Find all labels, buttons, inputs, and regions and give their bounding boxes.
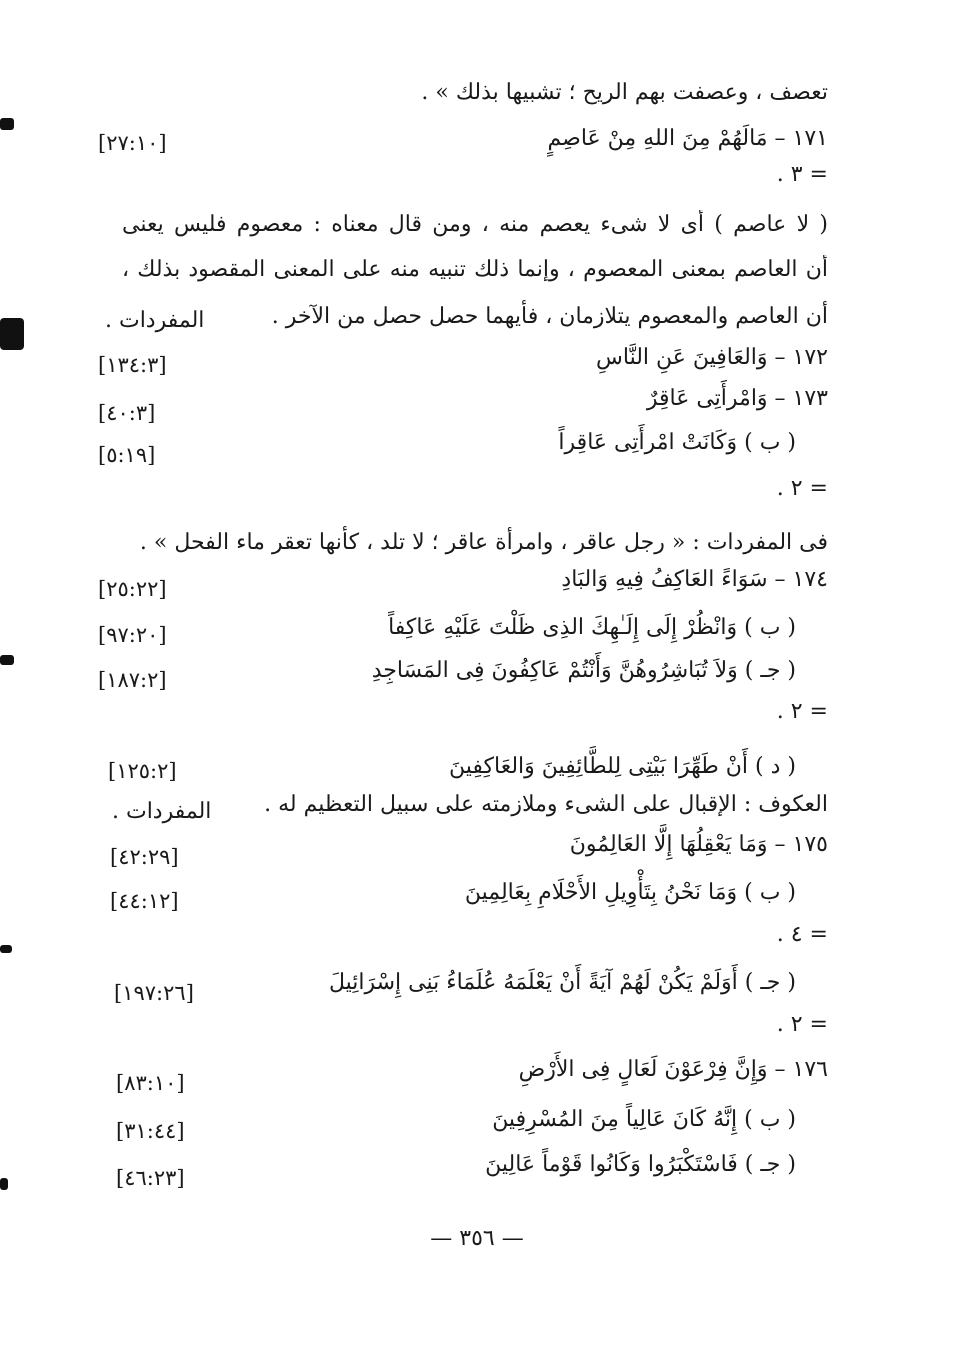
scan-mark bbox=[0, 1178, 8, 1190]
paragraph-line: أن العاصم بمعنى المعصوم ، وإنما ذلك تنبيه منه على المعنى المقصود بذلك ، bbox=[122, 257, 828, 282]
verse-reference: [٢٥:٢٢] bbox=[98, 577, 167, 601]
paragraph-line: العكوف : الإقبال على الشىء وملازمته على سبيل التعظيم له . bbox=[264, 792, 828, 817]
entry-175-b: ( ب ) وَمَا نَحْنُ بِتَأْوِيلِ الأَحْلَامِ بِعَالِمِينَ bbox=[464, 880, 796, 905]
verse-reference: [١٢٥:٢] bbox=[108, 759, 177, 783]
verse-reference: [١٣٤:٣] bbox=[98, 353, 167, 377]
verse-reference: [٣١:٤٤] bbox=[116, 1119, 185, 1143]
entry-176-c: ( جـ ) فَاسْتَكْبَرُوا وَكَانُوا قَوْماً عَالِينَ bbox=[485, 1152, 796, 1177]
verse-reference: [٩٧:٢٠] bbox=[98, 623, 167, 647]
verse-reference: [٥:١٩] bbox=[98, 443, 156, 467]
count-line: = ٣ . bbox=[776, 162, 828, 187]
verse-reference: [٤٦:٢٣] bbox=[116, 1166, 185, 1190]
count-line: = ٢ . bbox=[776, 699, 828, 724]
source-label: المفردات . bbox=[112, 799, 212, 824]
scan-mark bbox=[0, 945, 12, 953]
paragraph-line: أن العاصم والمعصوم يتلازمان ، فأيهما حصل حصل من الآخر . bbox=[271, 304, 828, 329]
entry-173-b: ( ب ) وَكَانَتْ امْرأَتِى عَاقِراً bbox=[558, 430, 796, 455]
paragraph-line: ( لا عاصم ) أى لا شىء يعصم منه ، ومن قال معناه : معصوم فليس يعنى bbox=[122, 212, 828, 237]
entry-173: ١٧٣ – وَامْرأَتِى عَاقِرٌ bbox=[646, 386, 828, 411]
verse-reference: [١٩٧:٢٦] bbox=[114, 981, 194, 1005]
verse-reference: [٤٢:٢٩] bbox=[110, 845, 179, 869]
entry-176-b: ( ب ) إِنَّهُ كَانَ عَالِياً مِنَ المُسْرِفِينَ bbox=[492, 1107, 796, 1132]
entry-172: ١٧٢ – وَالعَافِينَ عَنِ النَّاسِ bbox=[596, 345, 828, 370]
verse-reference: [٨٣:١٠] bbox=[116, 1071, 185, 1095]
verse-reference: [٤٠:٣] bbox=[98, 401, 156, 425]
source-label: المفردات . bbox=[105, 308, 205, 333]
scan-mark bbox=[0, 655, 14, 665]
scan-mark bbox=[0, 118, 14, 130]
entry-174: ١٧٤ – سَوَاءً العَاكِفُ فِيهِ وَالبَادِ bbox=[561, 567, 828, 592]
count-line: = ٢ . bbox=[776, 1012, 828, 1037]
page-number: — ٣٥٦ — bbox=[430, 1226, 524, 1251]
entry-175: ١٧٥ – وَمَا يَعْقِلُهَا إِلَّا العَالِمُونَ bbox=[569, 832, 828, 857]
entry-175-c: ( جـ ) أَوَلَمْ يَكُنْ لَهُمْ آيَةً أَنْ يَعْلَمَهُ عُلَمَاءُ بَنِى إِسْرَائِيلَ bbox=[328, 970, 796, 995]
scan-mark bbox=[0, 318, 24, 350]
count-line: = ٤ . bbox=[776, 922, 828, 947]
entry-174-b: ( ب ) وَانْظُرْ إِلَى إِلَـٰهِكَ الذِى ظَلْتَ عَلَيْهِ عَاكِفاً bbox=[388, 615, 796, 640]
verse-reference: [٤٤:١٢] bbox=[110, 889, 179, 913]
entry-171: ١٧١ – مَالَهُمْ مِنَ اللهِ مِنْ عَاصِمٍ bbox=[547, 126, 828, 151]
paragraph-line: فى المفردات : « رجل عاقر ، وامرأة عاقر ؛ لا تلد ، كأنها تعقر ماء الفحل » . bbox=[139, 530, 828, 555]
count-line: = ٢ . bbox=[776, 476, 828, 501]
verse-reference: [١٨٧:٢] bbox=[98, 668, 167, 692]
verse-reference: [٢٧:١٠] bbox=[98, 131, 167, 155]
entry-174-c: ( جـ ) وَلاَ تُبَاشِرُوهُنَّ وَأَنْتُمْ عَاكِفُونَ فِى المَسَاجِدِ bbox=[371, 658, 796, 683]
text-line: تعصف ، وعصفت بهم الريح ؛ تشبيها بذلك » . bbox=[421, 80, 828, 105]
entry-174-d: ( د ) أَنْ طَهِّرَا بَيْتِى لِلطَّائِفِينَ وَالعَاكِفِينَ bbox=[449, 754, 796, 779]
entry-176: ١٧٦ – وَإِنَّ فِرْعَوْنَ لَعَالٍ فِى الأَرْضِ bbox=[518, 1057, 828, 1082]
